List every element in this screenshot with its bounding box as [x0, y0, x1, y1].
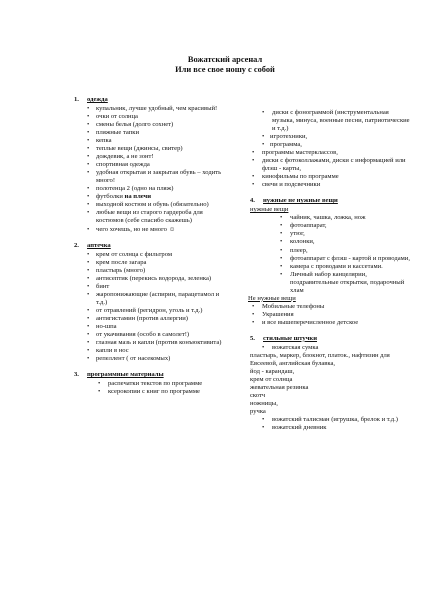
list-item: • ксерокопии с книг по программе — [98, 388, 200, 396]
left-column — [74, 96, 224, 396]
section-first-aid — [74, 242, 224, 363]
right-column — [250, 110, 412, 432]
program-materials-list — [74, 380, 224, 396]
bullet-icon: • — [87, 169, 90, 177]
bullet-icon: • — [252, 149, 255, 157]
list-item: • спортивная одежда — [87, 161, 150, 169]
list-item: • удобная открытая и закрытая обувь – ходить много! — [87, 169, 222, 185]
list-item: • крем от солнца с фильтром — [87, 250, 173, 258]
list-item: • пляжные тапки — [87, 129, 140, 137]
list-item: • полотенца 2 (одно на пляж) — [87, 185, 174, 193]
list-item: • плеер, — [280, 246, 308, 254]
style-first-list — [250, 344, 412, 352]
section-needed-unneeded — [250, 197, 412, 327]
bullet-icon: • — [87, 129, 90, 137]
section-heading — [250, 335, 412, 343]
clothes-list — [74, 105, 224, 234]
section-title: стильные штучки — [263, 334, 318, 342]
section-heading — [250, 197, 412, 205]
subheading-unneeded: Не нужные вещи — [248, 294, 296, 302]
bullet-icon: • — [252, 302, 255, 310]
bullet-icon: • — [87, 330, 90, 338]
list-item: • утюг, — [280, 230, 305, 238]
bullet-icon: • — [280, 230, 283, 238]
program-continued-list — [250, 133, 412, 189]
title-line-2: Или все свое ношу с собой — [175, 65, 275, 75]
bullet-icon: • — [87, 282, 90, 290]
list-item: • кинофильмы по программе — [252, 173, 339, 181]
list-item: • антисептик (перекись водорода, зеленка) — [87, 274, 212, 282]
bullet-icon: • — [87, 185, 90, 193]
document-title — [150, 55, 300, 75]
bullet-icon: • — [87, 306, 90, 314]
bullet-icon: • — [87, 193, 90, 201]
text-line: ручка — [250, 408, 266, 416]
list-item: • антигистамин (против аллергии) — [87, 314, 188, 322]
bullet-icon: • — [87, 137, 90, 145]
list-item: • купальник, лучше удобный, чем красивый! — [87, 105, 218, 113]
list-item: • очки от солнца — [87, 113, 138, 121]
bullet-icon: • — [262, 343, 265, 351]
list-item: • от отравлений (регидрон, уголь и т.д.) — [87, 306, 203, 314]
bullet-icon: • — [252, 181, 255, 189]
list-item: • вожатский дневник — [262, 424, 327, 432]
list-item: • пластырь (много) — [87, 266, 146, 274]
list-item: • Мобильные телефоны — [252, 302, 325, 310]
list-item: • чайник, чашка, ложка, нож — [280, 214, 366, 222]
bullet-icon: • — [87, 290, 90, 298]
bullet-icon: • — [87, 250, 90, 258]
list-item: • репеллент ( от насекомых) — [87, 354, 171, 362]
section-heading — [74, 96, 224, 104]
bullet-icon: • — [252, 157, 255, 165]
bullet-icon: • — [252, 310, 255, 318]
bullet-icon: • — [280, 222, 283, 230]
unneeded-list — [250, 303, 412, 327]
list-item: • крем после загара — [87, 258, 147, 266]
section-number: 2. — [74, 241, 79, 249]
list-item: • глазная мазь и капли (против конъюктивита) — [87, 338, 222, 346]
list-item: • фотоаппарат с флэш - картой и проводами, — [280, 254, 410, 262]
section-number: 4. — [250, 197, 255, 205]
text-line: йод - карандаш, — [250, 367, 295, 375]
list-item: • футболки на плечи — [87, 193, 152, 201]
bullet-icon: • — [280, 254, 283, 262]
list-item: • смены белья (долго сохнет) — [87, 121, 174, 129]
list-item: • теплые вещи (джинсы, свитер) — [87, 145, 183, 153]
section-title: аптечка — [87, 241, 111, 249]
text-line: ножницы, — [250, 400, 278, 408]
needed-list — [250, 214, 412, 294]
section-heading — [74, 242, 224, 250]
list-item: • выходной костюм и обувь (обязательно) — [87, 201, 209, 209]
title-line-1: Вожатский арсенал — [187, 55, 263, 64]
bullet-icon: • — [262, 133, 265, 141]
list-item: • распечатки текстов по программе — [98, 380, 203, 388]
bullet-icon: • — [87, 225, 90, 233]
list-item: • программа, — [262, 141, 302, 149]
bullet-icon: • — [262, 141, 265, 149]
list-item: • Личный набор канцелярии, поздравительные открытки, подарочный хлам — [280, 270, 405, 294]
section-number: 5. — [250, 334, 255, 342]
text-line: жевательная резинка — [250, 384, 309, 391]
bullet-icon: • — [280, 214, 283, 222]
bullet-icon: • — [87, 258, 90, 266]
section-title: программные материалы — [87, 371, 164, 378]
list-item: • программы мастерклассов, — [252, 149, 338, 157]
list-item: • Украшения — [252, 310, 294, 318]
list-item: • колонки, — [280, 238, 315, 246]
text-line: скотч — [250, 392, 266, 400]
bullet-icon: • — [87, 209, 90, 217]
bullet-icon: • — [252, 173, 255, 181]
style-plain-lines — [250, 352, 412, 416]
list-item: • капли в нос — [87, 346, 129, 354]
list-item: • вожатский талисман (игрушка, брелок и т.д.) — [262, 416, 399, 424]
first-aid-list — [74, 251, 224, 363]
bullet-icon: • — [87, 274, 90, 282]
list-item: • от укачивания (особо в самолет!) — [87, 330, 190, 338]
list-item: • диски с фонограммой (инструментальная музыка, минуса, военные песни, патриотические и т.д.) — [262, 109, 410, 133]
list-item: • камера с проводами и кассетами. — [280, 262, 383, 270]
list-item: • и все вышеперечисленное детское — [252, 318, 359, 326]
bullet-icon: • — [98, 380, 101, 388]
bullet-icon: • — [280, 238, 283, 246]
bullet-icon: • — [262, 416, 265, 424]
list-item: • игротехники, — [262, 133, 308, 141]
bullet-icon: • — [252, 318, 255, 326]
program-continued-nested-list — [250, 109, 412, 133]
list-item: • фотоаппарат, — [280, 222, 327, 230]
bullet-icon: • — [280, 262, 283, 270]
text-line: крем от солнца — [250, 375, 293, 383]
bullet-icon: • — [262, 424, 265, 432]
bullet-icon: • — [87, 145, 90, 153]
bullet-icon: • — [87, 153, 90, 161]
section-title: нужные не нужные вещи — [263, 197, 338, 205]
section-title: одежда — [87, 96, 108, 103]
bullet-icon: • — [87, 266, 90, 274]
bullet-icon: • — [87, 346, 90, 354]
section-heading — [74, 371, 224, 379]
section-program-materials — [74, 371, 224, 396]
list-item: • диски с фотоколлажами, диски с информацией или флэш - карты, — [252, 157, 406, 173]
bullet-icon: • — [280, 246, 283, 254]
bullet-icon: • — [98, 388, 101, 396]
list-item: • дождевик, а не зонт! — [87, 153, 154, 161]
list-item: • кепка — [87, 137, 112, 145]
bullet-icon: • — [87, 314, 90, 322]
bullet-icon: • — [87, 338, 90, 346]
list-item: • свечи и подсвечники — [252, 181, 321, 189]
section-number: 3. — [74, 371, 79, 378]
list-item: • вожатская сумка — [262, 343, 319, 351]
list-item: • жаропонижающие (аспирин, парацетамол и т.д.) — [87, 290, 220, 306]
section-clothes — [74, 96, 224, 234]
bullet-icon: • — [87, 113, 90, 121]
list-item: • любые вещи из старого гардероба для костюмов (себе спасибо скажешь) — [87, 209, 203, 225]
subheading-needed: нужные вещи — [250, 206, 289, 214]
bullet-icon: • — [280, 270, 283, 278]
bullet-icon: • — [87, 354, 90, 362]
bullet-icon: • — [87, 121, 90, 129]
bullet-icon: • — [87, 201, 90, 209]
bullet-icon: • — [87, 322, 90, 330]
bullet-icon: • — [87, 161, 90, 169]
section-number: 1. — [74, 96, 79, 103]
list-item: • чего хочешь, но не много ☺ — [87, 225, 176, 233]
text-line: пластырь, маркер, блокнот, платок., нафтизин для Евсеевой, английская булавка, — [250, 351, 390, 367]
bullet-icon: • — [87, 105, 90, 113]
list-item: • бинт — [87, 282, 110, 290]
bullet-icon: • — [262, 109, 265, 116]
list-item: • но-шпа — [87, 322, 117, 330]
style-end-list — [250, 416, 412, 432]
section-style-items — [250, 335, 412, 432]
